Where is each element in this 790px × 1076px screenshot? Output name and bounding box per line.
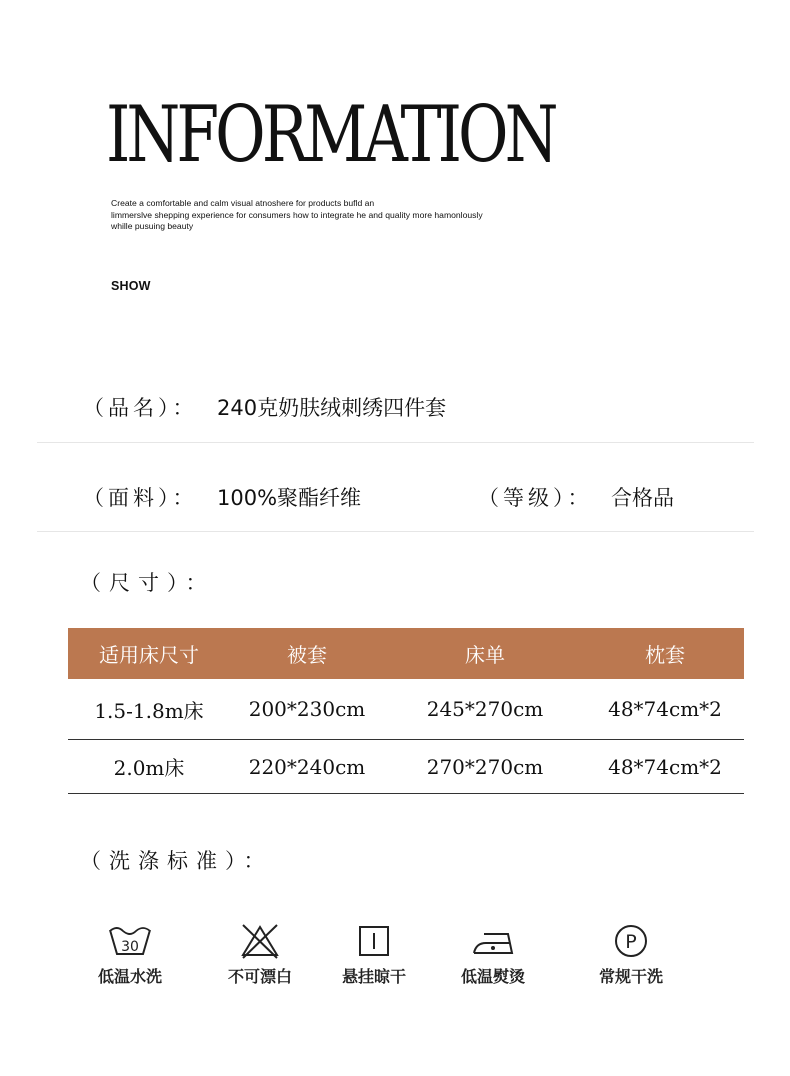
hang-dry-icon <box>351 922 397 960</box>
dry-clean-letter: P <box>625 931 637 953</box>
iron-low-icon <box>470 922 516 960</box>
header-bed-size: 适用床尺寸 <box>99 643 199 667</box>
table-row <box>68 679 744 740</box>
grade-key: （等级）： <box>478 486 593 510</box>
divider <box>37 442 754 443</box>
cell-pillowcase: 48*74cm*2 <box>608 697 722 721</box>
intro-description <box>111 198 591 233</box>
care-item-low-temp-wash <box>75 922 185 987</box>
size-row <box>37 567 754 597</box>
care-label: 低温熨烫 <box>460 967 525 986</box>
product-name-value: 240克奶肤绒刺绣四件套 <box>217 396 447 420</box>
care-label: 不可漂白 <box>227 967 292 986</box>
care-item-dry-clean <box>576 922 686 987</box>
header-pillowcase: 枕套 <box>645 643 685 667</box>
intro-line-3: whille pusuing beauty <box>111 221 194 231</box>
grade-value: 合格品 <box>611 486 674 510</box>
cell-pillowcase: 48*74cm*2 <box>608 754 722 779</box>
care-row <box>37 845 754 875</box>
header-bed-sheet: 床单 <box>465 643 505 667</box>
cell-duvet-cover: 220*240cm <box>248 754 366 779</box>
product-name-row <box>37 392 754 422</box>
care-title: （洗涤标准）： <box>80 849 273 873</box>
divider <box>37 531 754 532</box>
cell-bed-sheet: 270*270cm <box>426 754 544 779</box>
care-label: 常规干洗 <box>598 967 663 986</box>
cell-duvet-cover: 200*230cm <box>248 697 366 721</box>
header-duvet-cover: 被套 <box>287 643 327 667</box>
material-key: （面料）： <box>83 486 198 510</box>
cell-bed-size: 1.5-1.8m床 <box>94 698 204 723</box>
care-item-no-bleach <box>205 922 315 987</box>
care-label: 悬挂晾干 <box>341 967 406 986</box>
no-bleach-icon <box>237 922 283 960</box>
dry-clean-p-icon <box>608 922 654 960</box>
intro-line-2: limmerslve shepping experience for consumers how to integrate he and quality more hamonlously <box>111 209 483 220</box>
size-table <box>68 628 744 794</box>
product-name-key: （品名）： <box>83 396 198 420</box>
material-row <box>37 482 754 512</box>
cell-bed-size: 2.0m床 <box>113 756 185 780</box>
show-label: SHOW <box>111 279 151 293</box>
care-label: 低温水洗 <box>97 967 162 986</box>
size-table-header <box>68 628 744 679</box>
page-title: INFORMATION <box>106 90 555 180</box>
cell-bed-sheet: 245*270cm <box>426 697 544 721</box>
wash-temperature: 30 <box>121 939 139 955</box>
table-row <box>68 740 744 794</box>
material-value: 100%聚酯纤维 <box>217 486 362 510</box>
care-item-hang-dry <box>319 922 429 987</box>
care-item-low-iron <box>438 922 548 987</box>
wash-30-icon <box>107 922 153 960</box>
intro-line-1: Create a comfortable and calm visual atnoshere for products bufld an <box>111 198 375 208</box>
size-key: （尺寸）： <box>80 571 215 595</box>
